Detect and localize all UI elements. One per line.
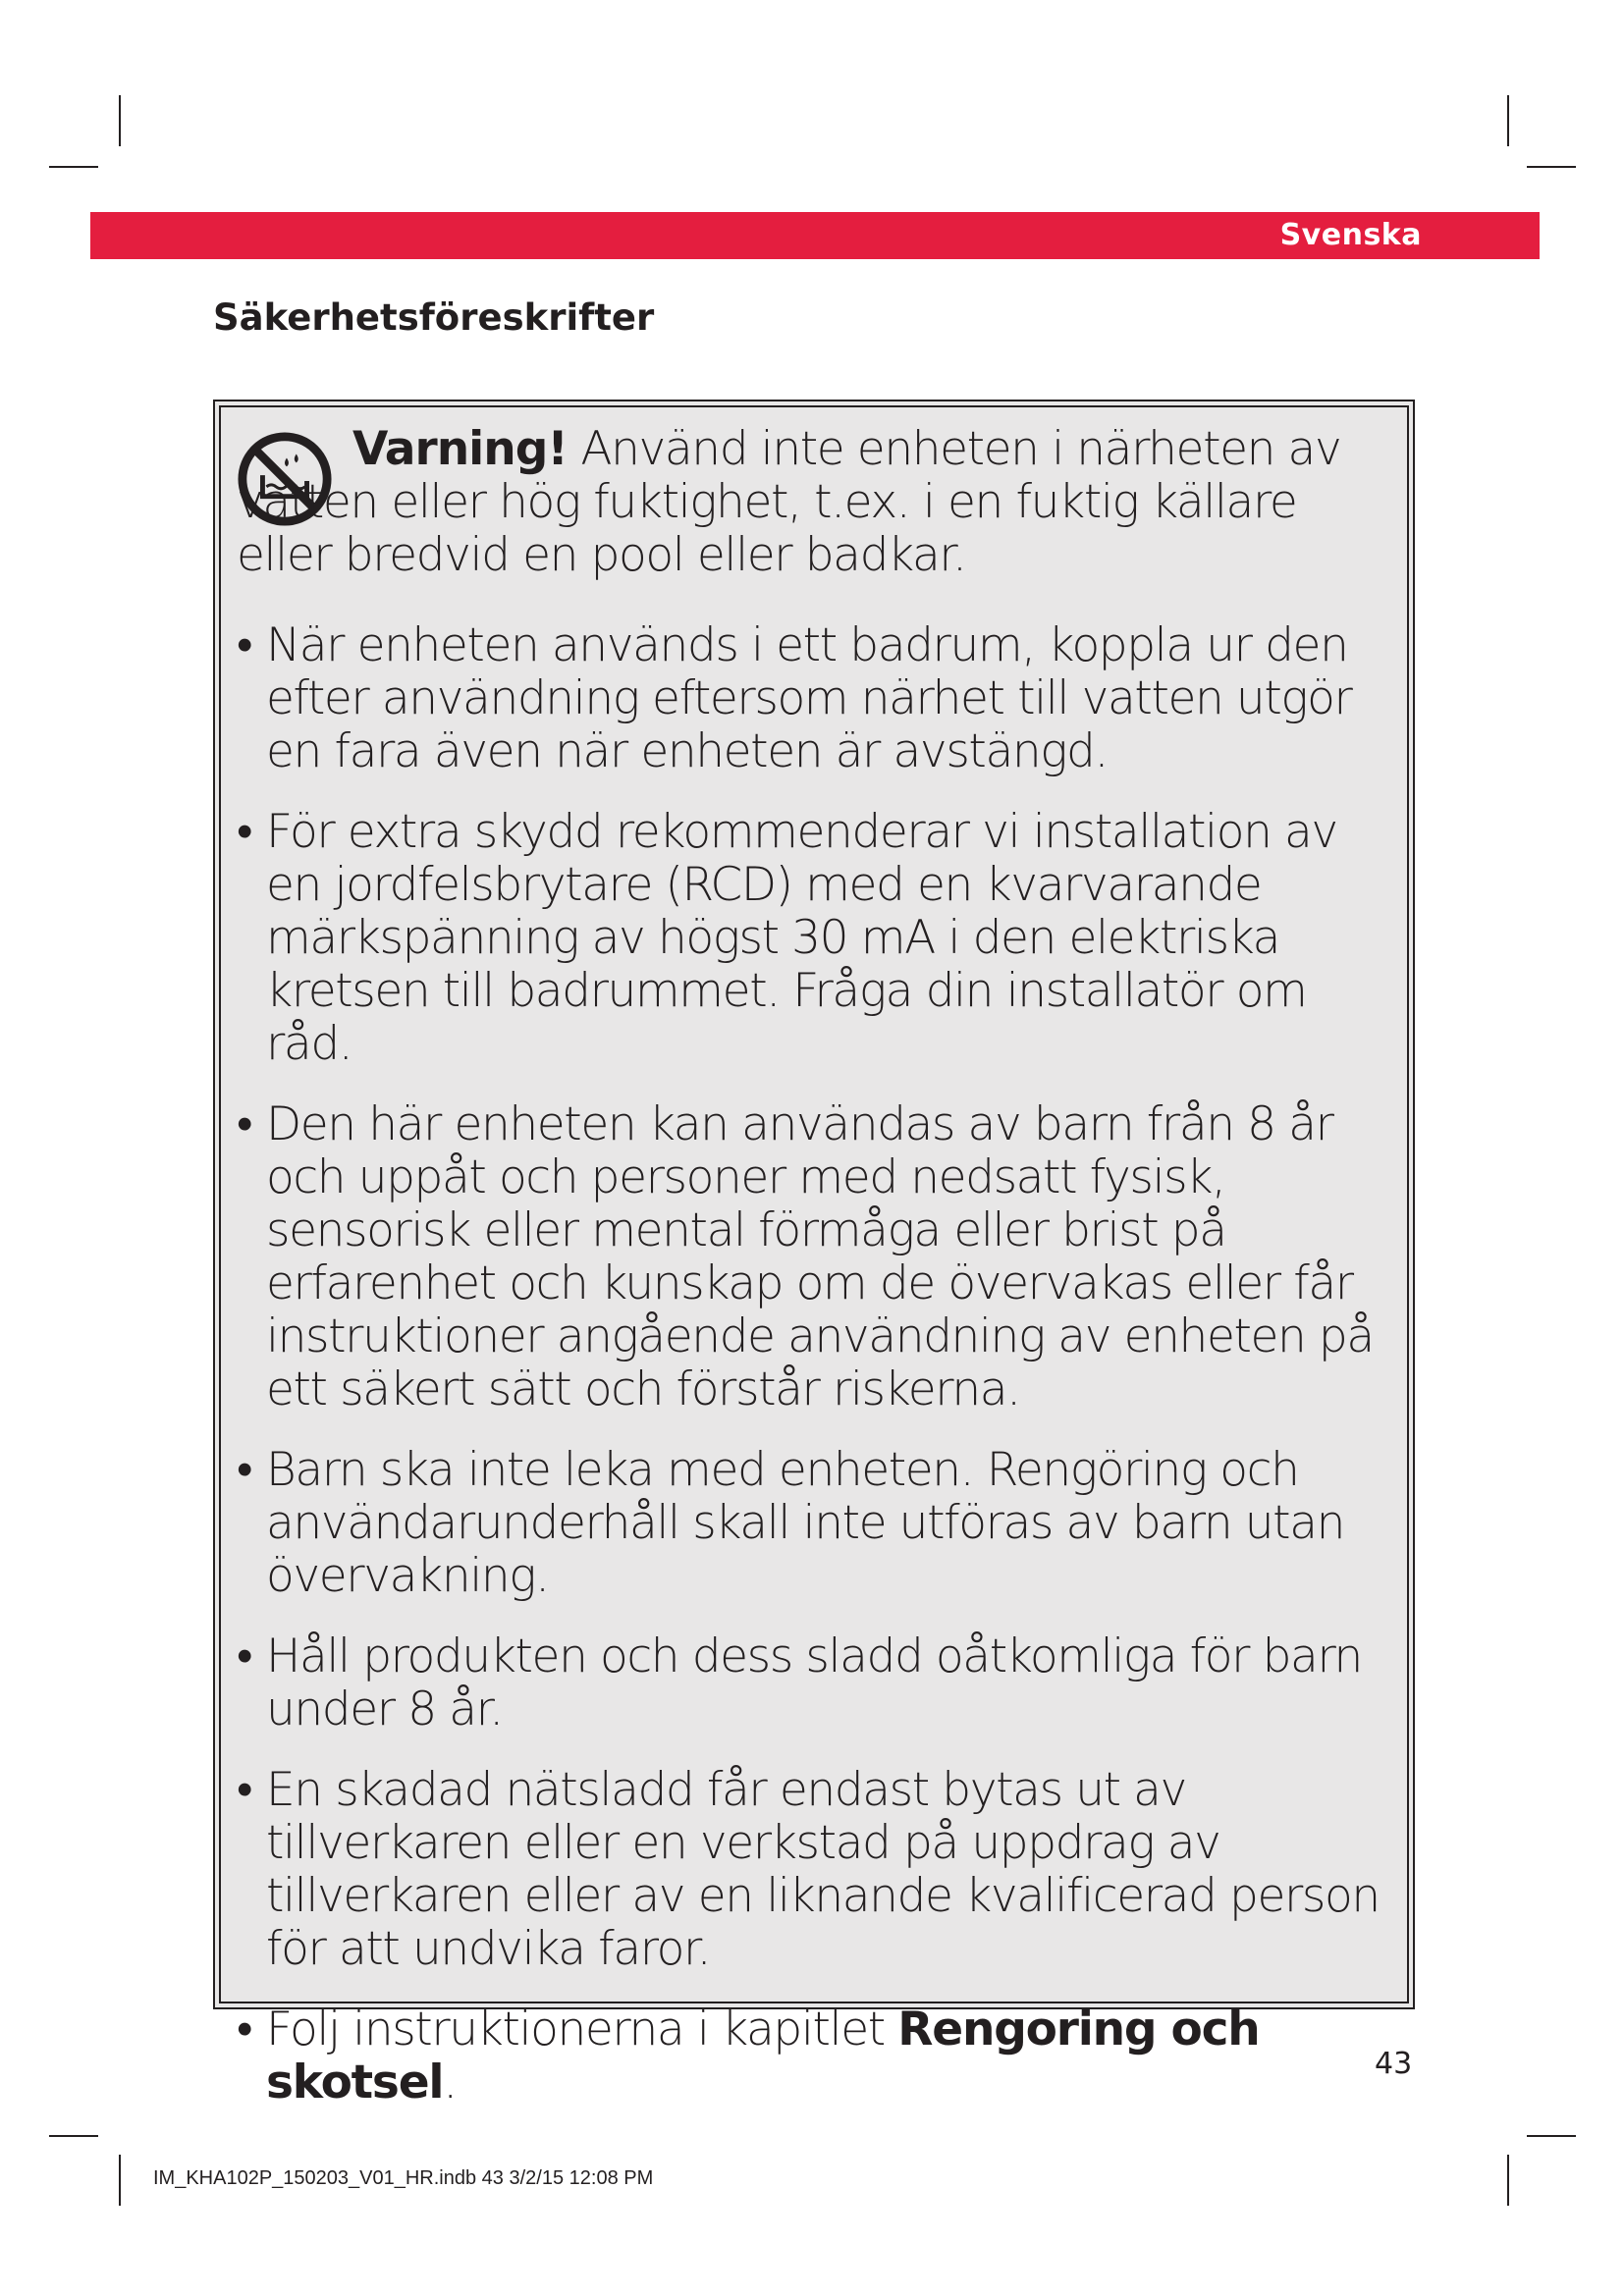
page-number: 43 bbox=[1375, 2047, 1413, 2081]
crop-mark-bottom-right-vertical bbox=[1507, 2155, 1509, 2206]
crop-mark-bottom-right-horizontal bbox=[1527, 2135, 1576, 2137]
cleaning-suffix: . bbox=[443, 2056, 457, 2109]
page-title: Säkerhetsföreskrifter bbox=[213, 296, 655, 339]
safety-bullet-keep-away: • Håll produkten och dess sladd oåtkomliga för barn under 8 år. bbox=[237, 1630, 1385, 1736]
safety-bullet-children-play: • Barn ska inte leka med enheten. Rengöring och användarunderhåll skall inte utföras av barn utan övervakning. bbox=[237, 1444, 1385, 1603]
footer-slug: IM_KHA102P_150203_V01_HR.indb 43 3/2/15 12:08 PM bbox=[153, 2167, 654, 2189]
safety-bullet-children-supervision: • Den här enheten kan användas av barn från 8 år och uppåt och personer med nedsatt fysisk, sensorisk eller mental förmåga eller brist på erfarenhet och kunskap om de övervakas eller får instruktioner angående användning av enheten på ett säkert sätt och förstår riskerna. bbox=[237, 1098, 1385, 1416]
safety-bullet-bathroom: • När enheten används i ett badrum, koppla ur den efter användning eftersom närhet till vatten utgör en fara även när enheten är avstängd. bbox=[237, 619, 1385, 778]
crop-mark-bottom-left-vertical bbox=[119, 2155, 121, 2206]
safety-bullet-cleaning bbox=[237, 2003, 1385, 2109]
warning-text bbox=[237, 423, 1385, 2137]
warning-lead-text: Använd inte enheten i närheten av vatten eller hög fuktighet, t.ex. i en fuktig källare eller bredvid en pool eller badkar. bbox=[237, 422, 1341, 582]
crop-mark-bottom-left-horizontal bbox=[49, 2135, 98, 2137]
language-label: Svenska bbox=[1279, 218, 1422, 252]
crop-mark-top-left-horizontal bbox=[49, 166, 98, 168]
cleaning-prefix: Folj instruktionerna i kapitlet bbox=[266, 2002, 898, 2056]
language-header-bar bbox=[90, 212, 1540, 259]
cleaning-chapter-link: Rengoring och skotsel bbox=[266, 2002, 1260, 2109]
safety-bullet-list bbox=[237, 619, 1385, 2109]
crop-mark-top-left-vertical bbox=[119, 95, 121, 146]
warning-label: Varning! bbox=[352, 422, 568, 476]
safety-bullet-damaged-cord: • En skadad nätsladd får endast bytas ut av tillverkaren eller en verkstad på uppdrag av tillverkaren eller av en liknande kvalificerad person för att undvika faror. bbox=[237, 1764, 1385, 1976]
crop-mark-top-right-vertical bbox=[1507, 95, 1509, 146]
safety-bullet-rcd: • För extra skydd rekommenderar vi installation av en jordfelsbrytare (RCD) med en kvarvarande märkspänning av högst 30 mA i den elektriska kretsen till badrummet. Fråga din installatör om råd. bbox=[237, 806, 1385, 1071]
crop-mark-top-right-horizontal bbox=[1527, 166, 1576, 168]
warning-lead bbox=[237, 423, 1385, 582]
